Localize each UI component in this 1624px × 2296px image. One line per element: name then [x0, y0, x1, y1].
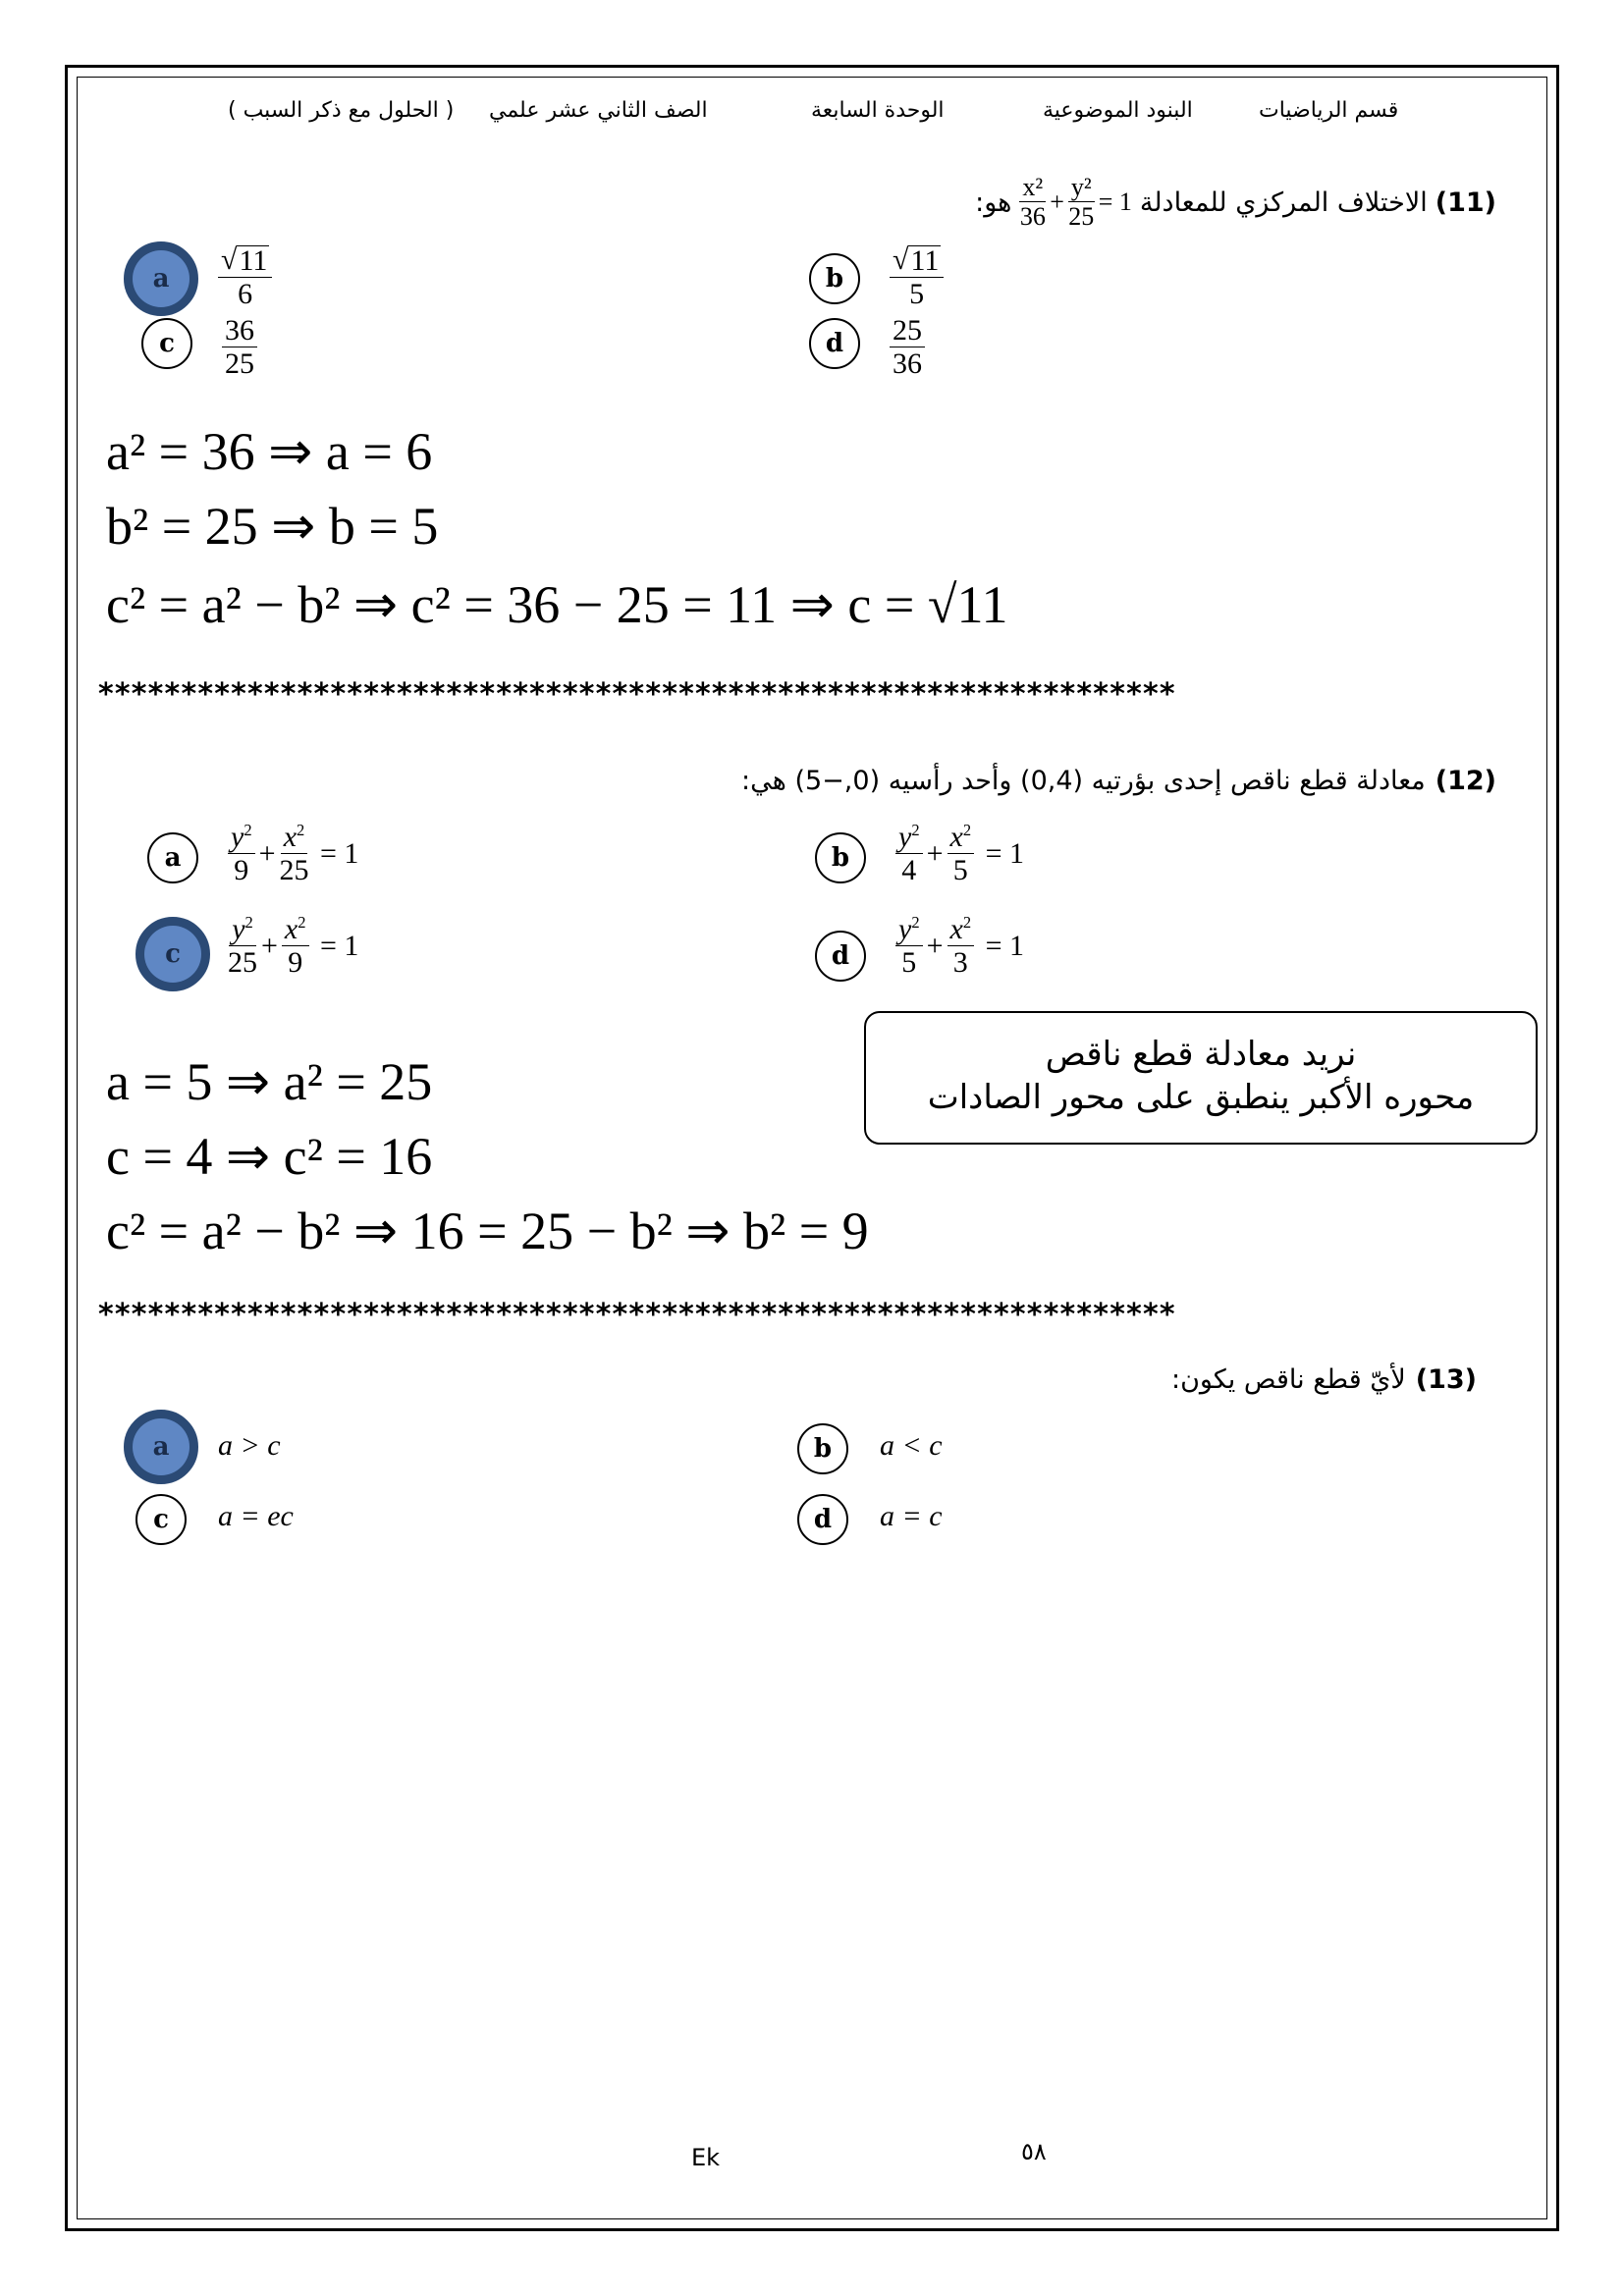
q13-text: لأيّ قطع ناقص يكون:	[1171, 1364, 1406, 1395]
q11-option-a-value: √ 11 6	[218, 245, 272, 309]
q11-option-c-value: $\frac{36}{25}$	[222, 316, 257, 379]
q11-text: الاختلاف المركزي للمعادلة	[1139, 187, 1428, 218]
q11-option-b-bubble[interactable]: b	[809, 253, 860, 304]
separator-2: *****************************************************************	[98, 1298, 1176, 1332]
q11-option-d-bubble[interactable]: d	[809, 318, 860, 369]
q12-text: معادلة قطع ناقص إحدى بؤرتيه (0,4) وأحد رأسيه (0,−5) هي:	[741, 766, 1426, 796]
q12-solution-line1: a = 5 ⇒ a² = 25	[106, 1052, 433, 1111]
q11-option-c-bubble[interactable]: c	[141, 318, 192, 369]
header-department: قسم الرياضيات	[1259, 98, 1399, 123]
q13-option-a-value: a > c	[218, 1429, 281, 1462]
q13-number: (13)	[1415, 1364, 1477, 1395]
q12-option-b-bubble[interactable]: b	[815, 832, 866, 883]
q11-question	[975, 175, 1496, 230]
q11-option-b-value: √ 11 5	[890, 245, 944, 309]
q12-solution-line2: c = 4 ⇒ c² = 16	[106, 1127, 433, 1186]
q13-option-c-bubble[interactable]: c	[135, 1494, 187, 1545]
q12-option-a-bubble[interactable]: a	[147, 832, 198, 883]
separator-1: *****************************************************************	[98, 677, 1176, 712]
q12-note-box	[864, 1011, 1538, 1145]
q11-option-a-bubble[interactable]: a	[124, 241, 198, 316]
q12-option-b-value: $\frac{y^2}{4}$ + $\frac{x^2}{5}$ = 1	[895, 823, 1024, 885]
q11-number: (11)	[1435, 187, 1496, 218]
q13-option-d-bubble[interactable]: d	[797, 1494, 848, 1545]
q11-frac1: $\frac{\text{x²}}{36}$	[1019, 173, 1046, 231]
q11-solution-line3: c² = a² − b² ⇒ c² = 36 − 25 = 11 ⇒ c = √11	[106, 575, 1008, 634]
header-note: ( الحلول مع ذكر السبب )	[228, 98, 455, 123]
header-topic: البنود الموضوعية	[1043, 98, 1193, 123]
q11-solution-line2: b² = 25 ⇒ b = 5	[106, 497, 439, 556]
q13-option-c-value: a = ec	[218, 1500, 294, 1532]
header-grade: الصف الثاني عشر علمي	[489, 98, 708, 123]
q11-equation	[1019, 175, 1131, 230]
q12-option-d-value: $\frac{y^2}{5}$ + $\frac{x^2}{3}$ = 1	[895, 915, 1024, 978]
q12-note-line2: محوره الأكبر ينطبق على محور الصادات	[927, 1078, 1475, 1118]
q13-question	[1171, 1364, 1477, 1395]
q13-option-a-bubble[interactable]: a	[124, 1410, 198, 1484]
q13-option-b-bubble[interactable]: b	[797, 1423, 848, 1474]
footer-page-number: ٥٨	[1021, 2138, 1047, 2165]
q12-option-c-bubble[interactable]: c	[135, 917, 210, 991]
q12-option-d-bubble[interactable]: d	[815, 931, 866, 982]
q12-solution-line3: c² = a² − b² ⇒ 16 = 25 − b² ⇒ b² = 9	[106, 1201, 869, 1260]
q11-solution-line1: a² = 36 ⇒ a = 6	[106, 422, 433, 481]
q13-option-d-value: a = c	[880, 1500, 943, 1532]
q11-suffix: هو:	[975, 187, 1012, 218]
q11-frac2: $\frac{\text{y²}}{25}$	[1068, 173, 1095, 231]
q12-note-line1: نريد معادلة قطع ناقص	[1045, 1035, 1357, 1074]
plus-sign: +	[1050, 187, 1064, 216]
header-unit: الوحدة السابعة	[811, 98, 945, 123]
footer-author: Ek	[691, 2144, 721, 2171]
q11-eq-rhs: = 1	[1098, 187, 1132, 216]
q11-option-d-value: $\frac{25}{36}$	[890, 316, 925, 379]
q12-option-c-value: $\frac{y^2}{25}$ + $\frac{x^2}{9}$ = 1	[228, 913, 359, 979]
q12-option-a-value: $\frac{y^2}{9}$ + $\frac{x^2}{25}$ = 1	[228, 823, 358, 885]
q13-option-b-value: a < c	[880, 1429, 943, 1462]
q12-number: (12)	[1435, 766, 1496, 796]
q12-question	[741, 766, 1496, 796]
